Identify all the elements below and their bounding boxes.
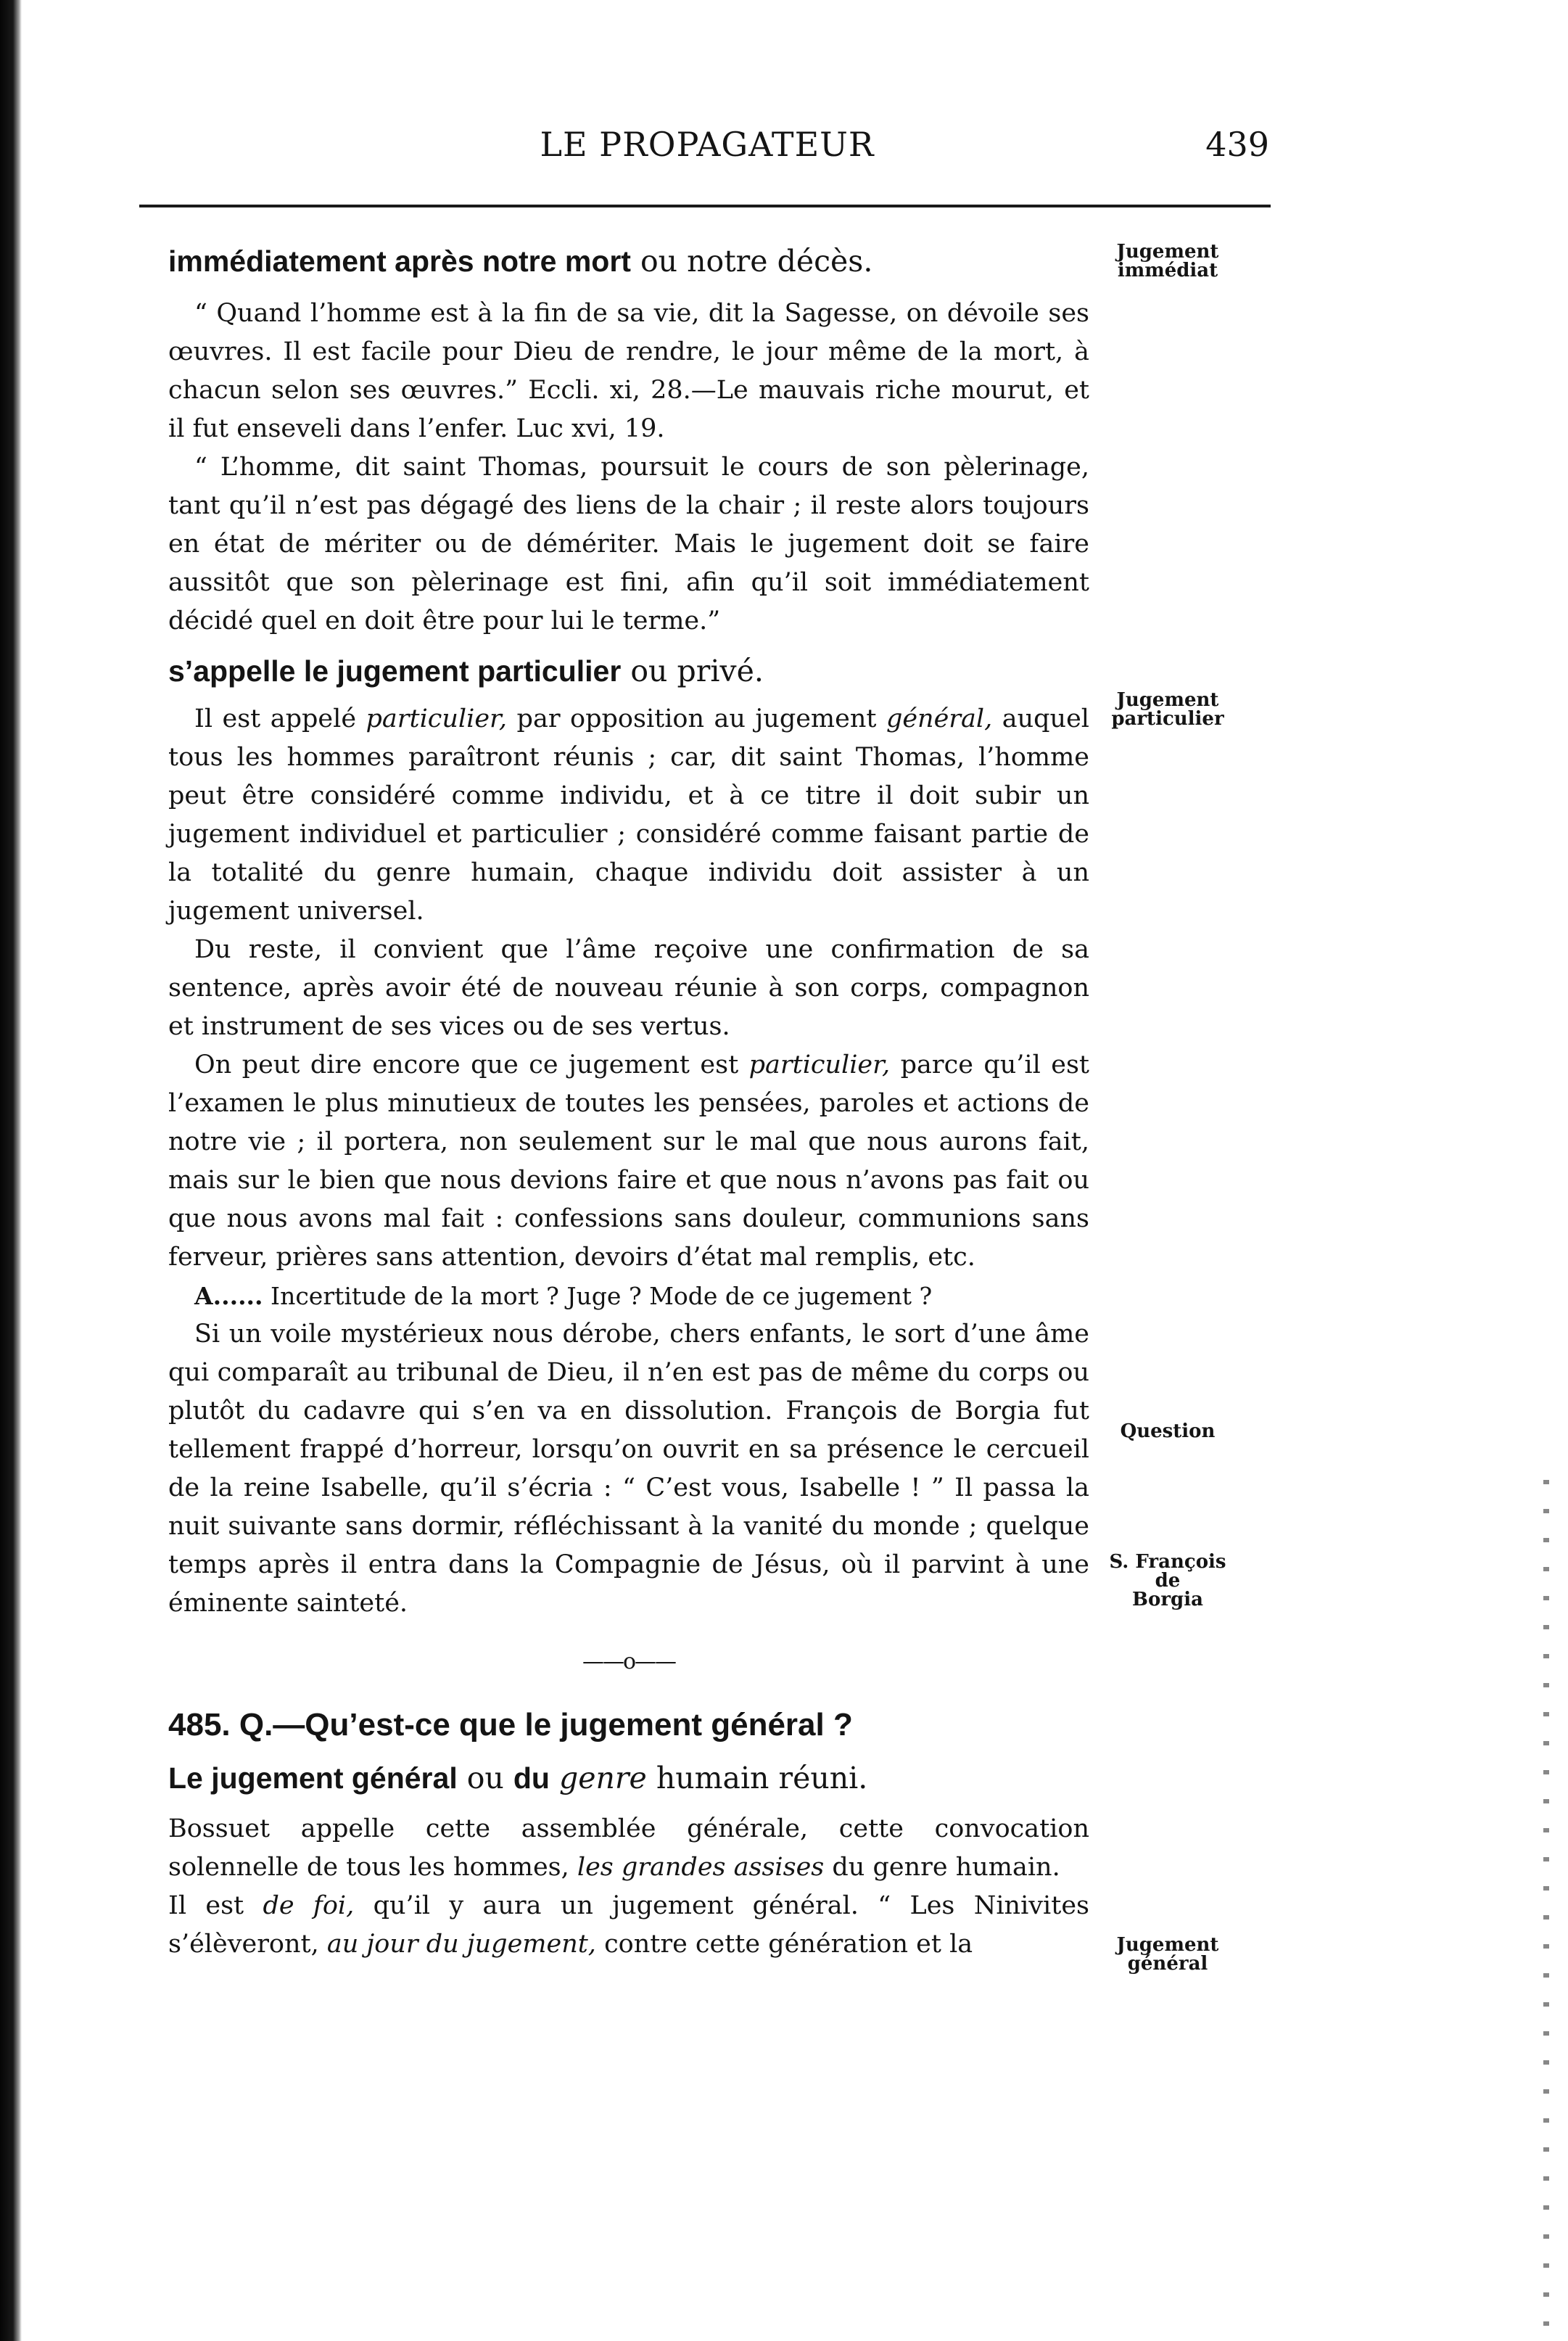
margin-note-jugement-particulier (1099, 691, 1237, 728)
heading-plain: humain réuni. (646, 1761, 868, 1795)
paragraph (168, 1887, 1089, 1964)
heading-bold: Le jugement général (168, 1761, 458, 1795)
italic-run: général, (886, 704, 993, 733)
margin-note-line: Jugement (1116, 1934, 1219, 1956)
text-run: On peut dire encore que ce jugement est (194, 1050, 749, 1079)
margin-note-line: particulier (1111, 708, 1224, 730)
question-line (168, 1277, 1089, 1315)
heading-plain: ou (457, 1761, 513, 1795)
margin-note-francois-borgia (1099, 1552, 1237, 1609)
page-header (145, 125, 1269, 176)
text-run: parce qu’il est l’examen le plus minutieux de toutes les pensées, paroles et actions de notre vie ; il portera, non seulement sur le mal que nous aurons fait, mais sur le bien que nous devions faire et que nous n’avons pas fait ou que nous avons mal fait : confessions sans douleur, communions sans ferveur, prières sans attention, devoirs d’état mal remplis, etc. (168, 1050, 1089, 1272)
heading-italic: genre (549, 1761, 647, 1795)
section-heading-general (168, 1756, 1089, 1800)
margin-note-line: Question (1120, 1420, 1216, 1442)
running-head: LE PROPAGATEUR (540, 125, 875, 164)
italic-run: particulier, (748, 1050, 891, 1079)
text-run: Bossuet appelle cette assemblée générale, cette convocation solennelle de tous les hommes, (168, 1814, 1089, 1882)
heading-plain: ou notre décès. (630, 244, 873, 279)
margin-note-line: Borgia (1132, 1589, 1203, 1610)
page-number: 439 (1205, 125, 1269, 164)
margin-note-line: immédiat (1117, 260, 1218, 281)
heading-bold: immédiatement après notre mort (168, 244, 631, 278)
margin-note-line: S. François (1109, 1551, 1226, 1573)
heading-plain: ou privé. (621, 654, 764, 688)
italic-run: de foi, (263, 1891, 355, 1920)
question-text: Incertitude de la mort ? Juge ? Mode de ce jugement ? (263, 1282, 933, 1310)
heading-bold: du (513, 1761, 550, 1795)
italic-run: particulier, (366, 704, 508, 733)
italic-run: les grandes assises (577, 1853, 825, 1882)
main-text (168, 234, 1089, 1964)
italic-run: au jour du jugement, (326, 1930, 596, 1959)
header-rule (139, 205, 1271, 207)
margin-note-jugement-immediat (1099, 242, 1237, 280)
text-run: du genre humain. (824, 1853, 1060, 1882)
margin-note-line: Jugement (1116, 689, 1219, 711)
margin-note-line: Jugement (1116, 241, 1219, 263)
question-marker: A...... (194, 1282, 263, 1310)
margin-note-line: de (1155, 1570, 1181, 1592)
paragraph (168, 1810, 1089, 1887)
text-run: auquel tous les hommes paraîtront réunis ; car, dit saint Thomas, l’homme peut être considéré comme individu, et à ce titre il doit subir un jugement individuel et particulier ; considéré comme faisant partie de la totalité du genre humain, chaque individu doit assister à un jugement universel. (168, 704, 1089, 926)
section-heading-particular (168, 649, 1089, 693)
text-run: Il est (168, 1891, 263, 1920)
section-divider: ——o—— (582, 1649, 676, 1674)
paragraph: Du reste, il convient que l’âme reçoive une confirmation de sa sentence, après avoir été de nouveau réunie à son corps, compagnon et instrument de ses vices ou de ses vertus. (168, 935, 1089, 1041)
text-run: par opposition au jugement (507, 704, 886, 733)
paragraph: Si un voile mystérieux nous dérobe, chers enfants, le sort d’une âme qui comparaît au tribunal de Dieu, il n’en est pas de même du corps ou plutôt du cadavre qui s’en va en dissolution. François de Borgia fut tellement frappé d’horreur, lorsqu’on ouvrit en sa présence le cercueil de la reine Isabelle, qu’il s’écria : “ C’est vous, Isabelle ! ” Il passa la nuit suivante sans dormir, réfléchissant à la vanité du monde ; quelque temps après il entra dans la Compagnie de Jésus, où il parvint à une éminente sainteté. (168, 1320, 1089, 1618)
margin-note-line: général (1127, 1953, 1208, 1975)
heading-bold: s’appelle le jugement particulier (168, 654, 622, 688)
section-heading-immediate (168, 239, 1089, 283)
page-binding-edge (0, 0, 22, 2341)
text-run: qu’il y aura un jugement général. “ Les Ninivites s’élèveront, (168, 1891, 1089, 1959)
page-edge-marks (1543, 1480, 1549, 2336)
paragraph: “ L’homme, dit saint Thomas, poursuit le cours de son pèlerinage, tant qu’il n’est pas dégagé des liens de la chair ; il reste alors toujours en état de mériter ou de démériter. Mais le jugement doit se faire aussitôt que son pèlerinage est fini, afin qu’il soit immédiatement décidé quel en doit être pour lui le terme.” (168, 453, 1089, 635)
text-run: Il est appelé (194, 704, 366, 733)
paragraph (168, 700, 1089, 931)
paragraph (168, 1046, 1089, 1277)
paragraph: “ Quand l’homme est à la fin de sa vie, dit la Sagesse, on dévoile ses œuvres. Il est facile pour Dieu de rendre, le jour même de la mort, à chacun selon ses œuvres.” Eccli. xi, 28.—Le mauvais riche mourut, et il fut enseveli dans l’enfer. Luc xvi, 19. (168, 299, 1089, 443)
margin-note-jugement-general (1099, 1935, 1237, 1973)
question-heading: 485. Q.—Qu’est-ce que le jugement général ? (168, 1707, 853, 1743)
text-run: contre cette génération et la (595, 1930, 973, 1959)
margin-note-question (1099, 1422, 1237, 1441)
